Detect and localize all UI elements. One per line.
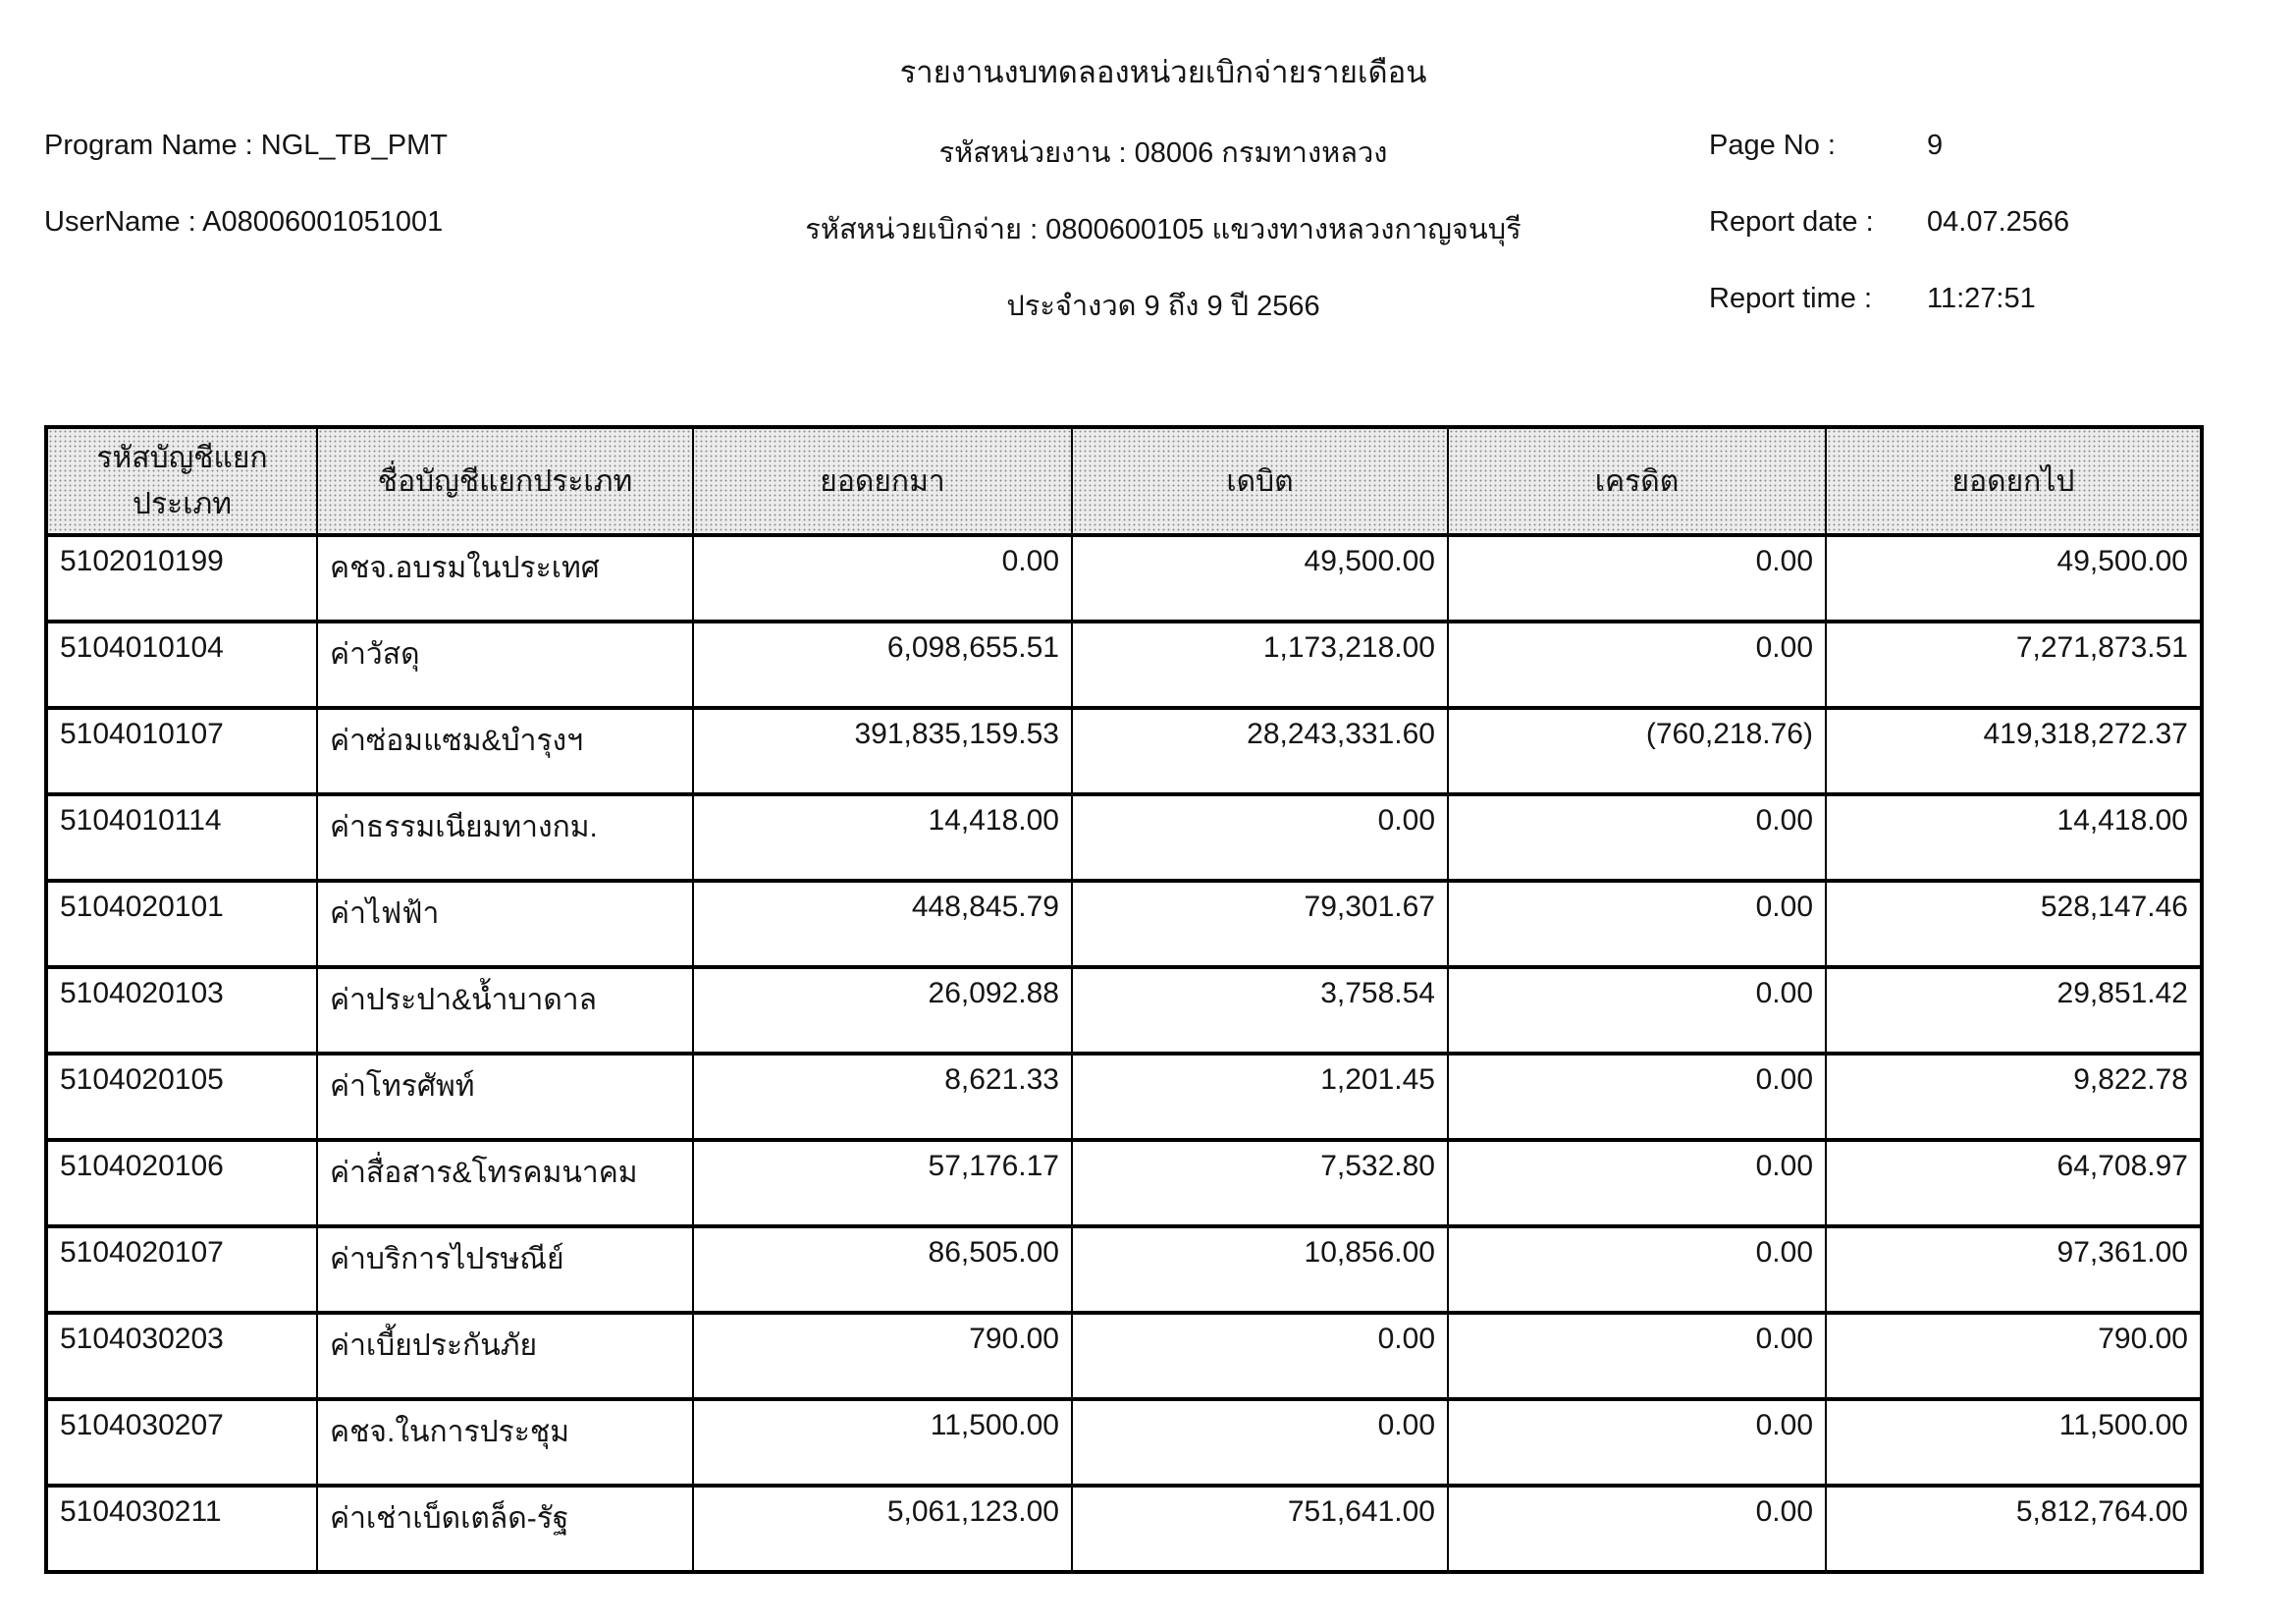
cell-credit: 0.00 [1448,1399,1826,1486]
cell-debit: 49,500.00 [1072,535,1448,622]
col-header-closing-balance: ยอดยกไป [1826,427,2202,535]
col-header-account-code: รหัสบัญชีแยกประเภท [46,427,317,535]
username-line: UserName : A08006001051001 [44,206,444,238]
report-time-value: 11:27:51 [1927,283,2036,314]
cell-closing-balance: 97,361.00 [1826,1226,2202,1313]
cell-opening-balance: 0.00 [693,535,1072,622]
cell-account-name: ค่าเบี้ยประกันภัย [317,1313,693,1399]
cell-debit: 0.00 [1072,794,1448,881]
cell-closing-balance: 7,271,873.51 [1826,622,2202,708]
cell-account-name: ค่าโทรศัพท์ [317,1054,693,1140]
table-row [46,708,2202,794]
cell-opening-balance: 26,092.88 [693,967,1072,1054]
report-date-value: 04.07.2566 [1927,206,2070,238]
cell-account-name: คชจ.อบรมในประเทศ [317,535,693,622]
cell-closing-balance: 49,500.00 [1826,535,2202,622]
table-row [46,967,2202,1054]
table-row [46,535,2202,622]
cell-opening-balance: 6,098,655.51 [693,622,1072,708]
cell-opening-balance: 790.00 [693,1313,1072,1399]
cell-credit: (760,218.76) [1448,708,1826,794]
cell-account-name: ค่าเช่าเบ็ดเตล็ด-รัฐ [317,1486,693,1572]
cell-credit: 0.00 [1448,1226,1826,1313]
trial-balance-table [44,425,2204,1574]
cell-closing-balance: 9,822.78 [1826,1054,2202,1140]
disburse-unit-line: รหัสหน่วยเบิกจ่าย : 0800600105 แขวงทางหลวงกาญจนบุรี [805,214,1522,245]
table-row [46,1313,2202,1399]
cell-account-code: 5104030211 [46,1486,317,1572]
cell-account-code: 5104020107 [46,1226,317,1313]
cell-account-code: 5104010104 [46,622,317,708]
cell-account-code: 5104020105 [46,1054,317,1140]
cell-opening-balance: 8,621.33 [693,1054,1072,1140]
cell-debit: 0.00 [1072,1399,1448,1486]
cell-closing-balance: 11,500.00 [1826,1399,2202,1486]
cell-credit: 0.00 [1448,1486,1826,1572]
cell-debit: 1,173,218.00 [1072,622,1448,708]
cell-account-code: 5104020103 [46,967,317,1054]
cell-opening-balance: 57,176.17 [693,1140,1072,1226]
col-header-credit: เครดิต [1448,427,1826,535]
report-time-label: Report time : [1709,283,1872,314]
cell-debit: 0.00 [1072,1313,1448,1399]
cell-account-name: ค่าธรรมเนียมทางกม. [317,794,693,881]
cell-opening-balance: 11,500.00 [693,1399,1072,1486]
cell-opening-balance: 448,845.79 [693,881,1072,967]
page-no-value: 9 [1927,130,1944,161]
cell-credit: 0.00 [1448,1054,1826,1140]
cell-account-name: คชจ.ในการประชุม [317,1399,693,1486]
table-row [46,794,2202,881]
table-row [46,1486,2202,1572]
cell-debit: 7,532.80 [1072,1140,1448,1226]
cell-account-code: 5102010199 [46,535,317,622]
cell-credit: 0.00 [1448,967,1826,1054]
cell-debit: 3,758.54 [1072,967,1448,1054]
cell-closing-balance: 419,318,272.37 [1826,708,2202,794]
report-date-label: Report date : [1709,206,1874,238]
program-name-line: Program Name : NGL_TB_PMT [44,130,448,161]
cell-account-name: ค่าวัสดุ [317,622,693,708]
cell-credit: 0.00 [1448,794,1826,881]
table-header-row [46,427,2202,535]
table-row [46,1054,2202,1140]
cell-account-code: 5104030203 [46,1313,317,1399]
cell-closing-balance: 5,812,764.00 [1826,1486,2202,1572]
col-header-opening-balance: ยอดยกมา [693,427,1072,535]
page-title: รายงานงบทดลองหน่วยเบิกจ่ายรายเดือน [899,55,1427,89]
cell-credit: 0.00 [1448,535,1826,622]
cell-credit: 0.00 [1448,881,1826,967]
cell-closing-balance: 14,418.00 [1826,794,2202,881]
cell-opening-balance: 86,505.00 [693,1226,1072,1313]
cell-opening-balance: 14,418.00 [693,794,1072,881]
table-row [46,1399,2202,1486]
cell-closing-balance: 64,708.97 [1826,1140,2202,1226]
period-line: ประจำงวด 9 ถึง 9 ปี 2566 [1006,291,1320,322]
cell-opening-balance: 391,835,159.53 [693,708,1072,794]
page-no-label: Page No : [1709,130,1836,161]
cell-debit: 1,201.45 [1072,1054,1448,1140]
cell-credit: 0.00 [1448,622,1826,708]
col-header-debit: เดบิต [1072,427,1448,535]
table-row [46,881,2202,967]
col-header-account-name: ชื่อบัญชีแยกประเภท [317,427,693,535]
cell-credit: 0.00 [1448,1140,1826,1226]
cell-account-name: ค่าสื่อสาร&โทรคมนาคม [317,1140,693,1226]
cell-debit: 751,641.00 [1072,1486,1448,1572]
cell-closing-balance: 528,147.46 [1826,881,2202,967]
cell-account-name: ค่าบริการไปรษณีย์ [317,1226,693,1313]
cell-account-code: 5104010114 [46,794,317,881]
cell-account-code: 5104010107 [46,708,317,794]
cell-account-code: 5104020106 [46,1140,317,1226]
cell-account-name: ค่าไฟฟ้า [317,881,693,967]
table-row [46,1226,2202,1313]
agency-code-line: รหัสหน่วยงาน : 08006 กรมทางหลวง [938,137,1388,169]
cell-credit: 0.00 [1448,1313,1826,1399]
cell-account-name: ค่าซ่อมแซม&บำรุงฯ [317,708,693,794]
cell-account-code: 5104020101 [46,881,317,967]
cell-closing-balance: 29,851.42 [1826,967,2202,1054]
cell-debit: 79,301.67 [1072,881,1448,967]
cell-opening-balance: 5,061,123.00 [693,1486,1072,1572]
cell-account-name: ค่าประปา&น้ำบาดาล [317,967,693,1054]
cell-closing-balance: 790.00 [1826,1313,2202,1399]
cell-account-code: 5104030207 [46,1399,317,1486]
cell-debit: 28,243,331.60 [1072,708,1448,794]
cell-debit: 10,856.00 [1072,1226,1448,1313]
table-row [46,622,2202,708]
table-row [46,1140,2202,1226]
